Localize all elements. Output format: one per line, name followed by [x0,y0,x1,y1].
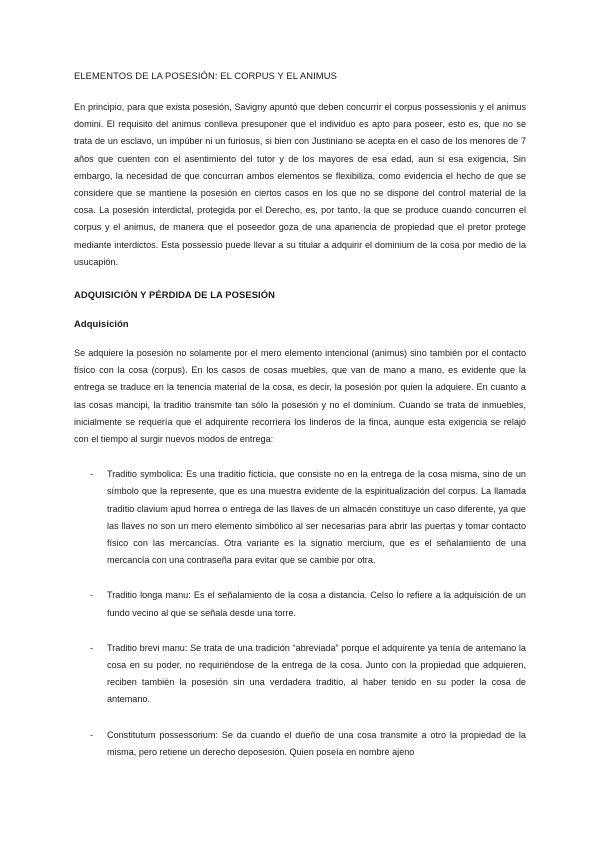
list-bullet: - [90,469,94,480]
list-item [74,640,526,709]
list-item-text: Constitutum possessorium: Se da cuando el dueño de una cosa transmite a otro la propiedad de la misma, pero retiene un derecho deposesión. Quien poseía en nombre ajeno [107,729,526,757]
paragraph-elementos: En principio, para que exista posesión, Savigny apuntó que deben concurrir el corpus possessionis y el animus domini. El requisito del animus conlleva presuponer que el individuo es apto para poseer, esto es, que no se trata de un esclavo, un impúber ni un furiosus, si bien con Justiniano se acepta en el caso de los menores de 7 años que cuenten con el asentimiento del tutor y de los mayores de esa edad, aun si esa exigencia, Sin embargo, la necesidad de que concurran ambos elementos se flexibiliza, como evidencia el hecho de que se considere que se mantiene la posesión en ciertos casos en los que no se dispone del control material de la cosa. La posesión interdictal, protegida por el Derecho, es, por tanto, la que se produce cuando concurren el corpus y el animus, de manera que el poseedor goza de una apariencia de propiedad que el pretor protege mediante interdictos. Esta possessio puede llevar a su titular a adquirir el dominium de la cosa por medio de la usucapión. [74,102,526,267]
paragraph-adquisicion: Se adquiere la posesión no solamente por el mero elemento intencional (animus) sino también por el contacto físico con la cosa (corpus). En los casos de cosas muebles, que van de mano a mano, es evidente que la entrega se traduce en la tenencia material de la cosa, es decir, la posesión por quien la adquiere. En cuanto a las cosas mancipi, la traditio transmite tan sólo la posesión y no el dominium. Cuando se trata de inmuebles, inicialmente se requería que el adquirente recorriera los linderos de la finca, aunque esta exigencia se relajó con el tiempo al surgir nuevos modos de entrega: [74,348,526,445]
section-title-elementos: ELEMENTOS DE LA POSESIÓN: EL CORPUS Y EL ANIMUS [74,70,337,81]
list-bullet: - [90,590,94,601]
list-item [74,466,526,569]
list-item-text: Traditio symbolica: Es una traditio ficticia, que consiste no en la entrega de la cosa misma, sino de un símbolo que la represente, que es una muestra evidente de la espiritualización del corpus. La llamada traditio clavium apud horrea o entrega de las llaves de un almacén constituye un caso diferente, ya que las llaves no son un mero elemento simbólico al ser necesarias para abrir las puertas y tomar contacto físico con las mercancías. Otra variante es la signatio mercium, que es el señalamiento de una mercancía con una contraseña para evitar que se cambie por otra. [107,469,526,566]
subsection-title-adquisicion: Adquisición [74,318,129,330]
list-item [74,727,526,761]
section-title-adquisicion-perdida: ADQUISICIÓN Y PÉRDIDA DE LA POSESIÓN [74,289,276,301]
traditio-list [74,466,526,761]
list-item-text: Traditio brevi manu: Se trata de una tradición “abreviada” porque el adquirente ya tenía de antemano la cosa en su poder, no requiriéndose de la entrega de la cosa. Junto con la propiedad que adquieren, reciben también la posesión sin una verdadera traditio, al haber tenido en su poder la cosa de antemano. [107,642,526,705]
list-bullet: - [90,729,94,740]
list-item-text: Traditio longa manu: Es el señalamiento de la cosa a distancia. Celso lo refiere a la adquisición de un fundo vecino al que se señala desde una torre. [107,590,526,618]
list-bullet: - [90,642,94,653]
list-item [74,587,526,621]
